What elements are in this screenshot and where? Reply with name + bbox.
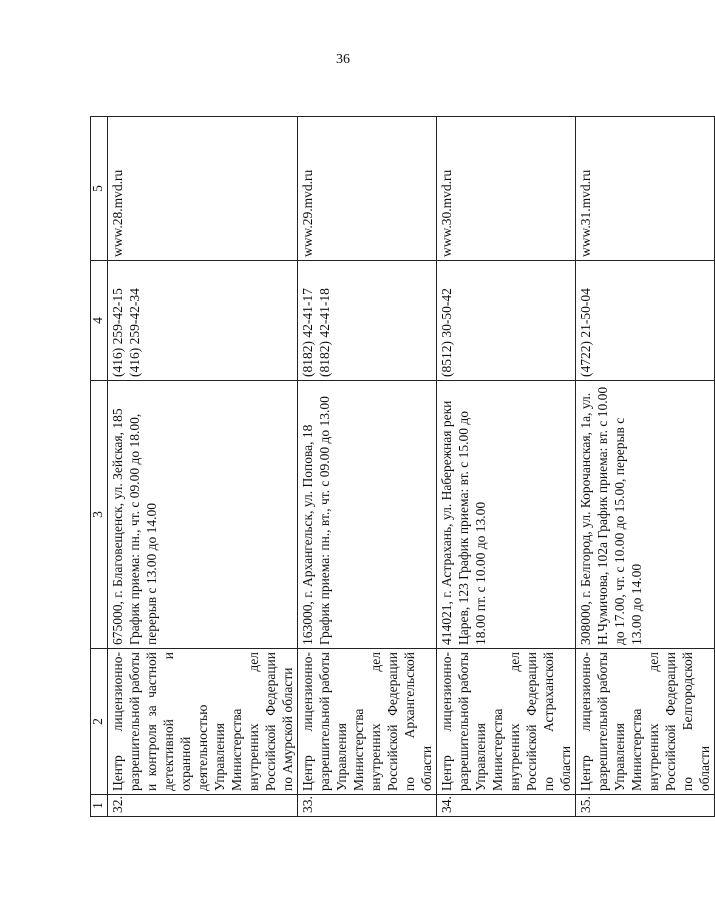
column-number: 1	[91, 795, 108, 817]
table-row	[298, 117, 437, 817]
row-number: 35.	[576, 795, 715, 817]
website: www.28.mvd.ru	[108, 117, 298, 261]
column-number: 5	[91, 117, 108, 261]
website: www.30.mvd.ru	[437, 117, 576, 261]
licensing-centers-table	[90, 116, 715, 817]
organization-name: Центр лицензионно-разрешительной работы Управления Министерства внутренних дел Российской Федерации по Архангельской области	[298, 649, 437, 795]
address-schedule: 308000, г. Белгород, ул. Корочанская, 1а, ул. Н.Чумичова, 102а График приема: вт. с 10.00 до 17.00, чт. с 10.00 до 15.00, перерыв с 13.00 до 14.00	[576, 381, 715, 649]
row-number: 33.	[298, 795, 437, 817]
page-number: 36	[336, 52, 350, 67]
column-number: 4	[91, 261, 108, 381]
phone-numbers: (416) 259-42-15 (416) 259-42-34	[108, 261, 298, 381]
column-number-row	[91, 117, 108, 817]
website: www.29.mvd.ru	[298, 117, 437, 261]
address-schedule: 163000, г. Архангельск, ул. Попова, 18 График приема: пн., вт., чт. с 09.00 до 13.00	[298, 381, 437, 649]
row-number: 34.	[437, 795, 576, 817]
organization-name: Центр лицензионно-разрешительной работы и контроля за частной детективной и охранной деятельностью Управления Министерства внутренних дел Российской Федерации по Амурской области	[108, 649, 298, 795]
website: www.31.mvd.ru	[576, 117, 715, 261]
column-number: 2	[91, 649, 108, 795]
table-row	[108, 117, 298, 817]
phone-numbers: (8512) 30-50-42	[437, 261, 576, 381]
row-number: 32.	[108, 795, 298, 817]
organization-name: Центр лицензионно-разрешительной работы Управления Министерства внутренних дел Российской Федерации по Белгородской области	[576, 649, 715, 795]
rotated-table-container	[90, 117, 712, 817]
address-schedule: 675000, г. Благовещенск, ул. Зейская, 185 График приема: пн., чт. с 09.00 до 18.00, перерыв с 13.00 до 14.00	[108, 381, 298, 649]
address-schedule: 414021, г. Астрахань, ул. Набережная реки Царев, 123 График приема: вт. с 15.00 до 18.00 пт. с 10.00 до 13.00	[437, 381, 576, 649]
table-row	[576, 117, 715, 817]
phone-numbers: (4722) 21-50-04	[576, 261, 715, 381]
phone-numbers: (8182) 42-41-17 (8182) 42-41-18	[298, 261, 437, 381]
column-number: 3	[91, 381, 108, 649]
organization-name: Центр лицензионно-разрешительной работы Управления Министерства внутренних дел Российской Федерации по Астраханской области	[437, 649, 576, 795]
table-row	[437, 117, 576, 817]
